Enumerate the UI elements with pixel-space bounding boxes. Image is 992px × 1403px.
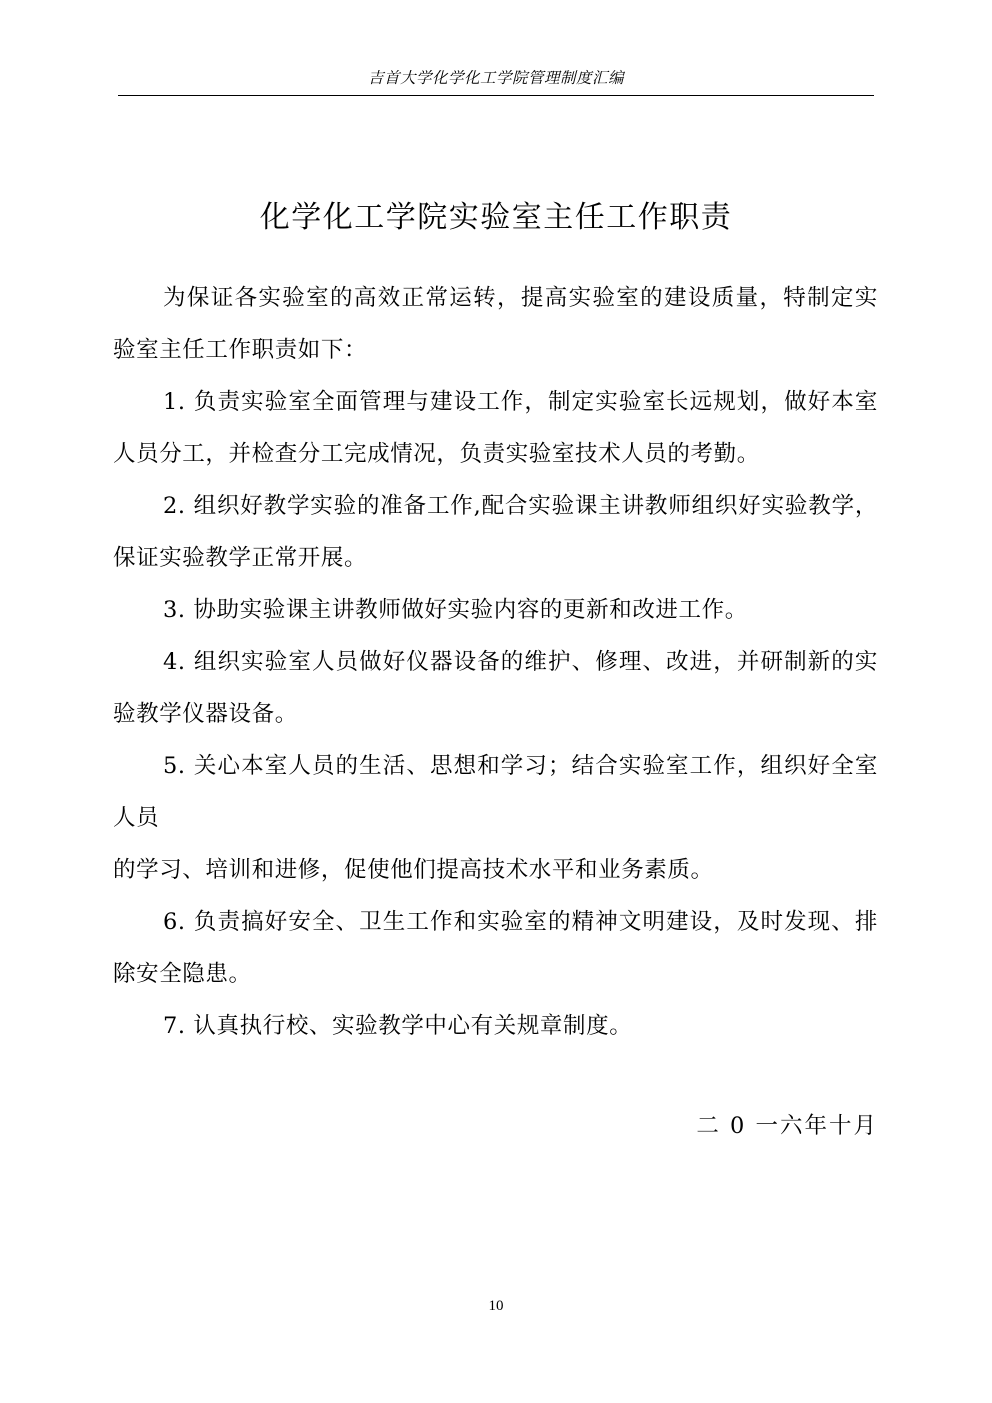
running-header: 吉首大学化学化工学院管理制度汇编 bbox=[118, 66, 874, 96]
paragraph-item-5-continued: 的学习、培训和进修，促使他们提高技术水平和业务素质。 bbox=[113, 857, 714, 883]
paragraph-item-5: 5. 关心本室人员的生活、思想和学习；结合实验室工作，组织好全室人员 bbox=[113, 753, 878, 831]
page-title: 化学化工学院实验室主任工作职责 bbox=[259, 200, 733, 236]
signature-date: 二 0 一六年十月 bbox=[696, 1113, 878, 1139]
paragraph-item-3: 3. 协助实验课主讲教师做好实验内容的更新和改进工作。 bbox=[163, 597, 748, 623]
paragraph-item-4: 4. 组织实验室人员做好仪器设备的维护、修理、改进，并研制新的实验教学仪器设备。 bbox=[113, 649, 878, 727]
paragraph-item-7: 7. 认真执行校、实验教学中心有关规章制度。 bbox=[163, 1013, 633, 1039]
paragraph-intro: 为保证各实验室的高效正常运转，提高实验室的建设质量，特制定实验室主任工作职责如下： bbox=[113, 285, 878, 363]
document-body bbox=[113, 272, 878, 1052]
page-number: 10 bbox=[488, 1298, 504, 1314]
paragraph-item-6: 6. 负责搞好安全、卫生工作和实验室的精神文明建设，及时发现、排除安全隐患。 bbox=[113, 909, 878, 987]
paragraph-item-2: 2. 组织好教学实验的准备工作,配合实验课主讲教师组织好实验教学，保证实验教学正常开展。 bbox=[113, 493, 878, 571]
paragraph-item-1: 1. 负责实验室全面管理与建设工作，制定实验室长远规划，做好本室人员分工，并检查分工完成情况，负责实验室技术人员的考勤。 bbox=[113, 389, 878, 467]
